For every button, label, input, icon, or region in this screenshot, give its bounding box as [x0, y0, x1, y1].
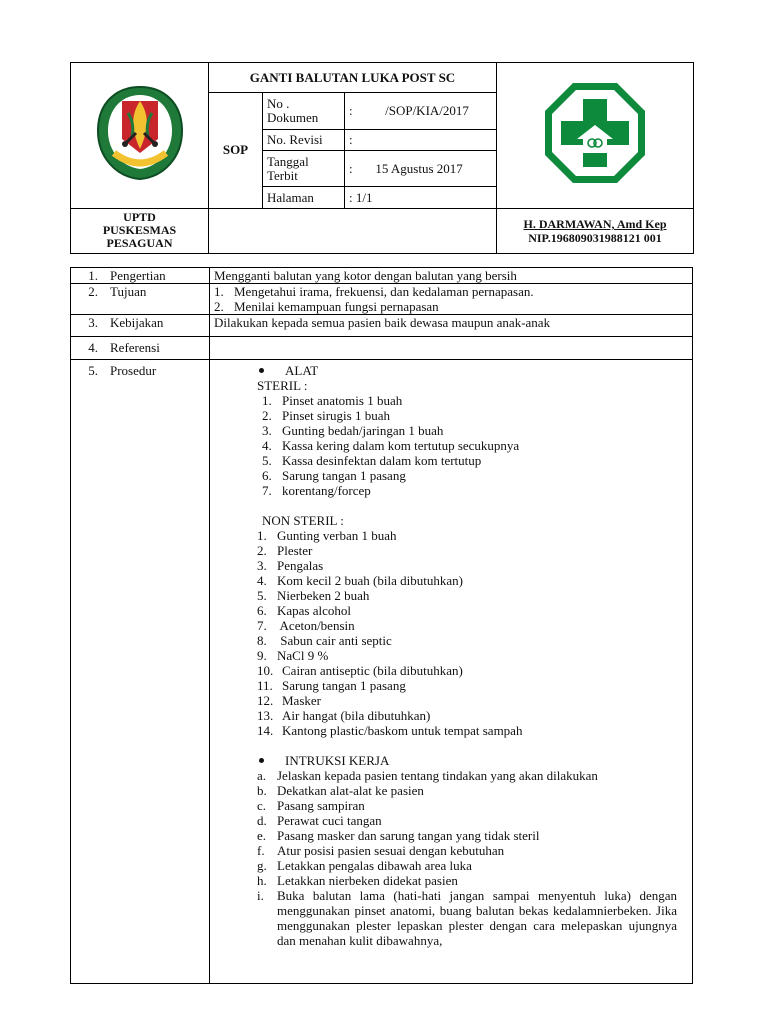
document-title: GANTI BALUTAN LUKA POST SC — [209, 63, 497, 93]
signer-nip: NIP.196809031988121 001 — [528, 230, 662, 245]
list-item: 9. NaCl 9 % — [257, 648, 329, 663]
empty-cell — [209, 208, 497, 253]
section-label: Kebijakan — [110, 315, 164, 330]
list-item: 8. Sabun cair anti septic — [257, 633, 392, 648]
bullet-icon — [259, 758, 264, 763]
section-label: Prosedur — [110, 363, 157, 378]
document-info-cell — [263, 93, 497, 208]
section-number: 4. — [88, 340, 98, 355]
row-tujuan — [71, 284, 693, 315]
regency-logo-cell — [71, 63, 209, 209]
doc-number-label: No . Dokumen — [263, 93, 345, 129]
list-item: 2. Plester — [257, 543, 313, 558]
referensi-text — [210, 337, 693, 360]
section-number: 2. — [88, 284, 98, 299]
sop-label: SOP — [209, 93, 263, 208]
list-item: 3. Gunting bedah/jaringan 1 buah — [262, 423, 444, 438]
list-item: 1. Gunting verban 1 buah — [257, 528, 397, 543]
list-item: 1. Pinset anatomis 1 buah — [262, 393, 403, 408]
row-prosedur — [71, 360, 693, 984]
list-item: a. Jelaskan kepada pasien tentang tindakan yang akan dilakukan — [257, 768, 598, 783]
list-item: 3. Pengalas — [257, 558, 324, 573]
instruksi-heading: INTRUKSI KERJA — [214, 753, 688, 768]
section-label: Referensi — [110, 340, 160, 355]
document-header — [70, 62, 694, 254]
row-kebijakan — [71, 315, 693, 337]
revision-value: : — [345, 129, 497, 150]
list-item: e. Pasang masker dan sarung tangan yang tidak steril — [257, 828, 540, 843]
institution-name — [71, 208, 209, 253]
issue-date-value: : 15 Agustus 2017 — [345, 150, 497, 187]
section-number: 1. — [88, 268, 98, 283]
list-item: c. Pasang sampiran — [257, 798, 365, 813]
steril-list — [214, 393, 688, 498]
list-item: 6. Kapas alcohol — [257, 603, 352, 618]
puskesmas-cross-logo — [543, 81, 647, 185]
regency-emblem-logo — [92, 83, 188, 183]
list-item: 14. Kantong plastic/baskom untuk tempat sampah — [257, 723, 523, 738]
section-label: Pengertian — [110, 268, 166, 283]
list-item: 12. Masker — [257, 693, 321, 708]
list-item: 5. Kassa desinfektan dalam kom tertutup — [262, 453, 482, 468]
prosedur-content — [210, 360, 693, 984]
institution-line-2: PUSKESMAS — [102, 223, 177, 238]
nonsteril-heading: NON STERIL : — [262, 513, 344, 528]
institution-line-1: UPTD — [123, 210, 156, 225]
signature-block — [497, 208, 694, 253]
instruksi-list — [214, 768, 688, 948]
list-item: f. Atur posisi pasien sesuai dengan kebutuhan — [257, 843, 505, 858]
issue-date-label: Tanggal Terbit — [263, 150, 345, 187]
list-item: d. Perawat cuci tangan — [257, 813, 382, 828]
bullet-icon — [259, 368, 264, 373]
list-item: 4. Kassa kering dalam kom tertutup secukupnya — [262, 438, 520, 453]
list-item: 2. Pinset sirugis 1 buah — [262, 408, 390, 423]
list-item: i. Buka balutan lama (hati-hati jangan sampai menyentuh luka) dengan menggunakan pinset anatomi, buang balutan bekas kedalamnierbeken. Jika menggunakan plester lepaskan plester dengan cara melepaskan ujungnya dan menahan kulit dibawahnya, — [257, 888, 677, 948]
section-number: 5. — [88, 363, 98, 378]
list-item: 7. Aceton/bensin — [257, 618, 355, 633]
regency-logo-text — [71, 188, 72, 189]
page-label: Halaman — [263, 187, 345, 208]
row-referensi — [71, 337, 693, 360]
steril-heading: STERIL : — [257, 378, 308, 393]
list-item: 11. Sarung tangan 1 pasang — [257, 678, 406, 693]
doc-number-value: : /SOP/KIA/2017 — [345, 93, 497, 129]
list-item: 6. Sarung tangan 1 pasang — [262, 468, 406, 483]
page-value: : 1/1 — [349, 189, 373, 205]
list-item: 4. Kom kecil 2 buah (bila dibutuhkan) — [257, 573, 463, 588]
puskesmas-logo-cell — [497, 63, 694, 209]
signer-name: H. DARMAWAN, Amd Kep — [523, 216, 667, 231]
institution-line-3: PESAGUAN — [106, 236, 173, 251]
list-item: 2. Menilai kemampuan fungsi pernapasan — [214, 299, 439, 314]
kebijakan-text: Dilakukan kepada semua pasien baik dewasa maupun anak-anak — [210, 315, 693, 337]
pengertian-text: Mengganti balutan yang kotor dengan balutan yang bersih — [210, 268, 693, 284]
document-info-table — [263, 93, 496, 207]
section-number: 3. — [88, 315, 98, 330]
sop-content-table — [70, 267, 693, 984]
list-item: h. Letakkan nierbeken didekat pasien — [257, 873, 458, 888]
list-item: 10. Cairan antiseptic (bila dibutuhkan) — [257, 663, 463, 678]
section-label: Tujuan — [110, 284, 147, 299]
list-item: b. Dekatkan alat-alat ke pasien — [257, 783, 424, 798]
alat-heading: ALAT — [214, 363, 688, 378]
nonsteril-list — [214, 528, 688, 738]
list-item: 7. korentang/forcep — [262, 483, 371, 498]
list-item: 1. Mengetahui irama, frekuensi, dan kedalaman pernapasan. — [214, 284, 534, 299]
list-item: 5. Nierbeken 2 buah — [257, 588, 370, 603]
row-pengertian — [71, 268, 693, 284]
tujuan-list — [214, 284, 688, 314]
revision-label: No. Revisi — [263, 129, 345, 150]
list-item: g. Letakkan pengalas dibawah area luka — [257, 858, 472, 873]
list-item: 13. Air hangat (bila dibutuhkan) — [257, 708, 431, 723]
